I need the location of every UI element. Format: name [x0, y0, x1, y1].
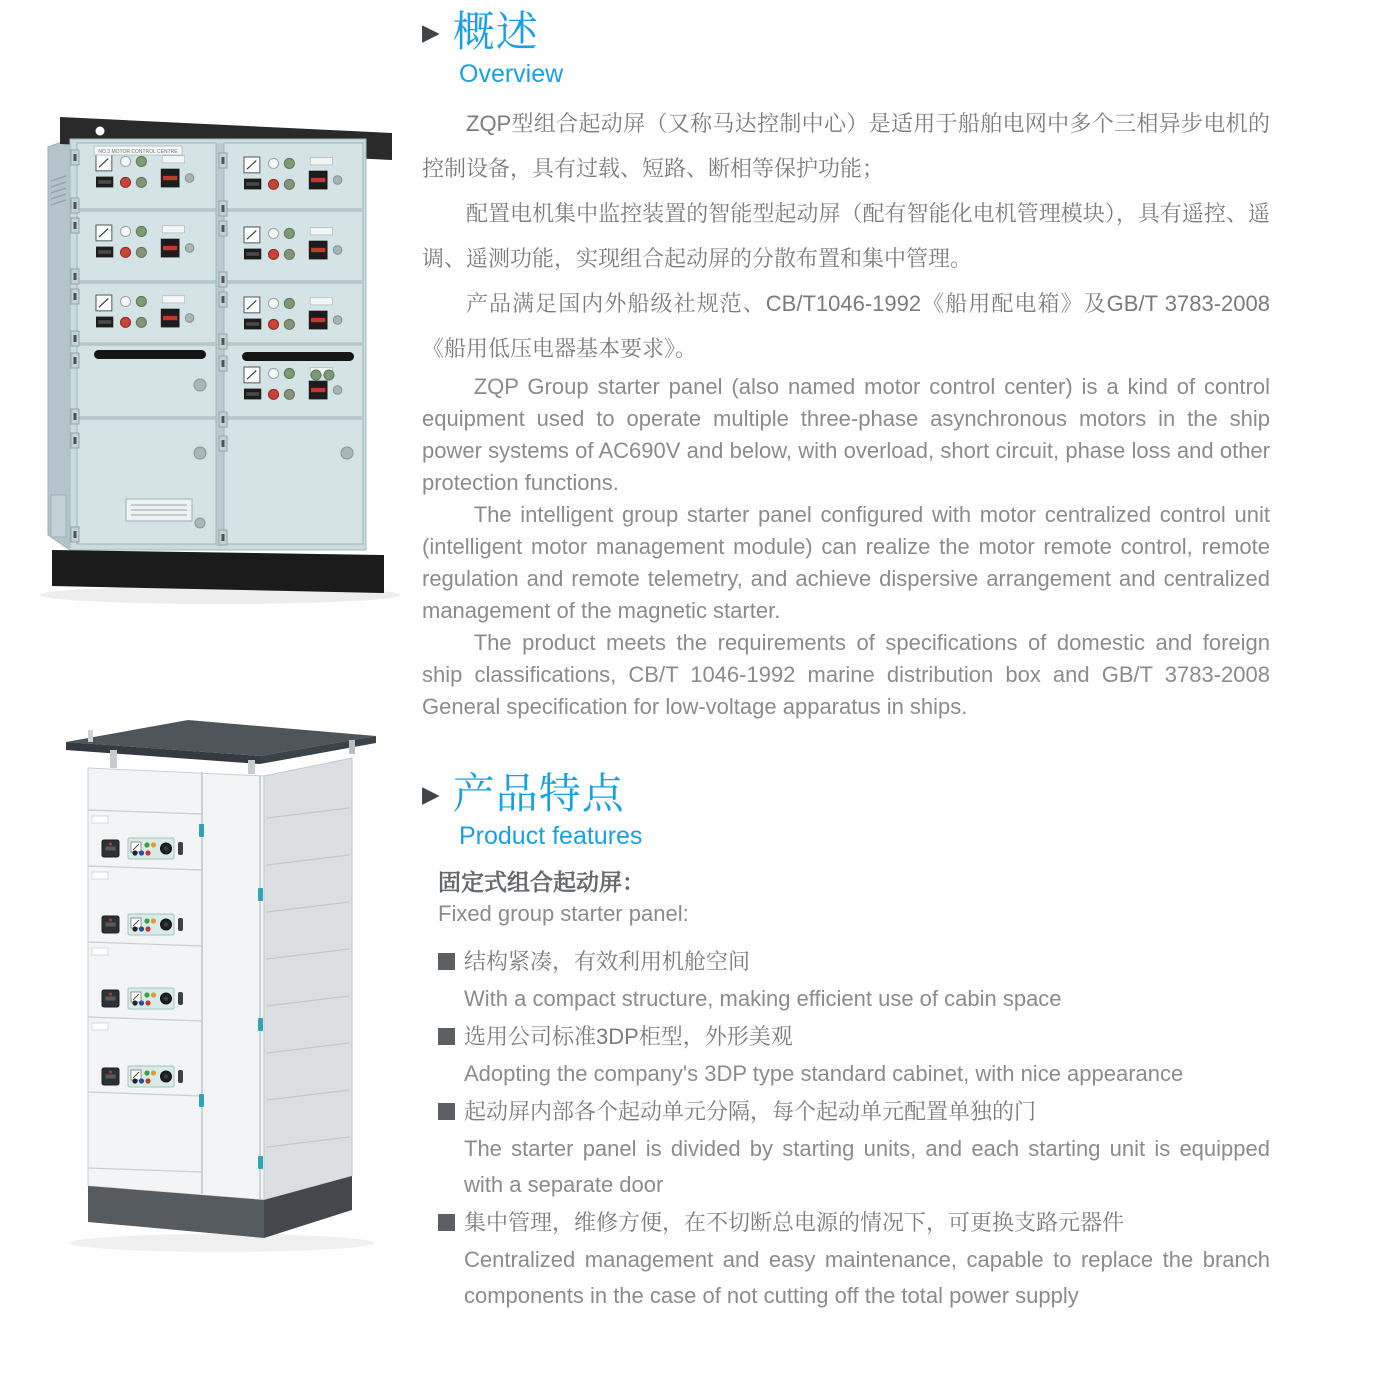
starter-unit-controls [102, 838, 183, 859]
feature-zh-label: 选用公司标准3DP柜型，外形美观 [464, 1024, 793, 1049]
feature-text-zh [438, 942, 1270, 981]
overview-paragraph-en: The intelligent group starter panel configured with motor centralized control unit (intelligent motor management module) can realize the motor remote control, remote regulation and remote telemetry, and achieve dispersive arrangement and centralized management of the magnetic starter. [422, 502, 1270, 623]
product-photo-starter-panel-front [40, 103, 425, 671]
door-lock [194, 379, 206, 391]
feature-zh-label: 起动屏内部各个起动单元分隔，每个起动单元配置单独的门 [464, 1099, 1037, 1124]
feature-item [438, 1092, 1270, 1203]
cabinet1-lower-vent [51, 495, 66, 537]
indicator-button [311, 370, 321, 380]
bullet-square-icon [438, 1103, 455, 1120]
roof-post [349, 740, 355, 754]
features-title-en: Product features [459, 822, 643, 850]
cabinet1-plinth [52, 550, 384, 593]
starter-unit-controls [102, 1066, 183, 1087]
cabinet2-side-face [264, 758, 352, 1200]
features-section [422, 770, 1270, 1314]
features-title-zh: 产品特点 [452, 770, 625, 817]
feature-text-zh [438, 1092, 1270, 1131]
triangle-marker-icon: ▶ [422, 781, 440, 807]
cabinet2-front-face [88, 768, 264, 1200]
cabinet2-shadow [70, 1234, 374, 1252]
rating-nameplate [126, 499, 192, 521]
overview-heading-row [422, 8, 1270, 56]
feature-zh-label: 集中管理，维修方便，在不切断总电源的情况下，可更换支路元器件 [464, 1210, 1125, 1235]
door-lock [341, 447, 353, 459]
overview-paragraph-en: The product meets the requirements of specifications of domestic and foreign ship classifications, CB/T 1046-1992 marine distribution box and GB/T 3783-2008 General specification for low-voltage apparatus in ships. [422, 630, 1270, 719]
bullet-square-icon [438, 1028, 455, 1045]
features-list [438, 942, 1270, 1314]
feature-text-en: With a compact structure, making efficient use of cabin space [464, 986, 1062, 1011]
feature-text-en: Centralized management and easy maintenance, capable to replace the branch components in the case of not cutting off the total power supply [464, 1247, 1270, 1308]
door-lock [195, 518, 205, 528]
overview-paragraph-zh: 产品满足国内外船级社规范、CB/T1046-1992《船用配电箱》及GB/T 3783-2008《船用低压电器基本要求》。 [422, 291, 1270, 361]
feature-item [438, 1203, 1270, 1314]
overview-paragraphs [422, 101, 1270, 723]
door-lock [194, 447, 206, 459]
overview-title-zh: 概述 [452, 8, 539, 55]
overview-title-en: Overview [459, 60, 564, 88]
cabinet-name-label: NO.3 MOTOR CONTROL CENTRE [98, 149, 178, 155]
product-photo-starter-panel-perspective [52, 698, 386, 1258]
door-pull-handle [94, 350, 206, 359]
mounting-hole [96, 127, 105, 136]
feature-text-en: The starter panel is divided by starting units, and each starting unit is equipped with a separate door [464, 1136, 1270, 1197]
feature-zh-label: 结构紧凑，有效利用机舱空间 [464, 949, 751, 974]
feature-item [438, 942, 1270, 1017]
door-pull-handle [242, 352, 354, 361]
features-subtitle-zh: 固定式组合起动屏： [438, 869, 645, 895]
bullet-square-icon [438, 1214, 455, 1231]
roof-post [248, 760, 255, 774]
feature-text-zh [438, 1017, 1270, 1056]
features-heading-row [422, 770, 1270, 818]
starter-unit-controls [102, 914, 183, 935]
cabinet1-illustration [40, 103, 425, 671]
overview-paragraph-zh: ZQP型组合起动屏（又称马达控制中心）是适用于船舶电网中多个三相异步电机的控制设备，具有过载、短路、断相等保护功能； [422, 111, 1270, 181]
features-subtitle-en: Fixed group starter panel: [438, 901, 689, 926]
feature-text-en: Adopting the company's 3DP type standard cabinet, with nice appearance [464, 1061, 1184, 1086]
roof-post [88, 730, 93, 742]
feature-item [438, 1017, 1270, 1092]
overview-paragraph-en: ZQP Group starter panel (also named motor control center) is a kind of control equipment used to operate multiple three-phase asynchronous motors in the ship power systems of AC690V and below, with overload, short circuit, phase loss and other protection functions. [422, 374, 1270, 495]
overview-section [422, 8, 1270, 723]
triangle-marker-icon: ▶ [422, 19, 440, 45]
cabinet2-illustration [52, 698, 386, 1258]
overview-paragraph-zh: 配置电机集中监控装置的智能型起动屏（配有智能化电机管理模块），具有遥控、遥调、遥测功能，实现组合起动屏的分散布置和集中管理。 [422, 201, 1270, 271]
feature-text-zh [438, 1203, 1270, 1242]
cabinet1-side-face [48, 139, 70, 550]
roof-post [110, 750, 117, 768]
bullet-square-icon [438, 953, 455, 970]
indicator-button [324, 370, 334, 380]
starter-unit-controls [102, 988, 183, 1009]
